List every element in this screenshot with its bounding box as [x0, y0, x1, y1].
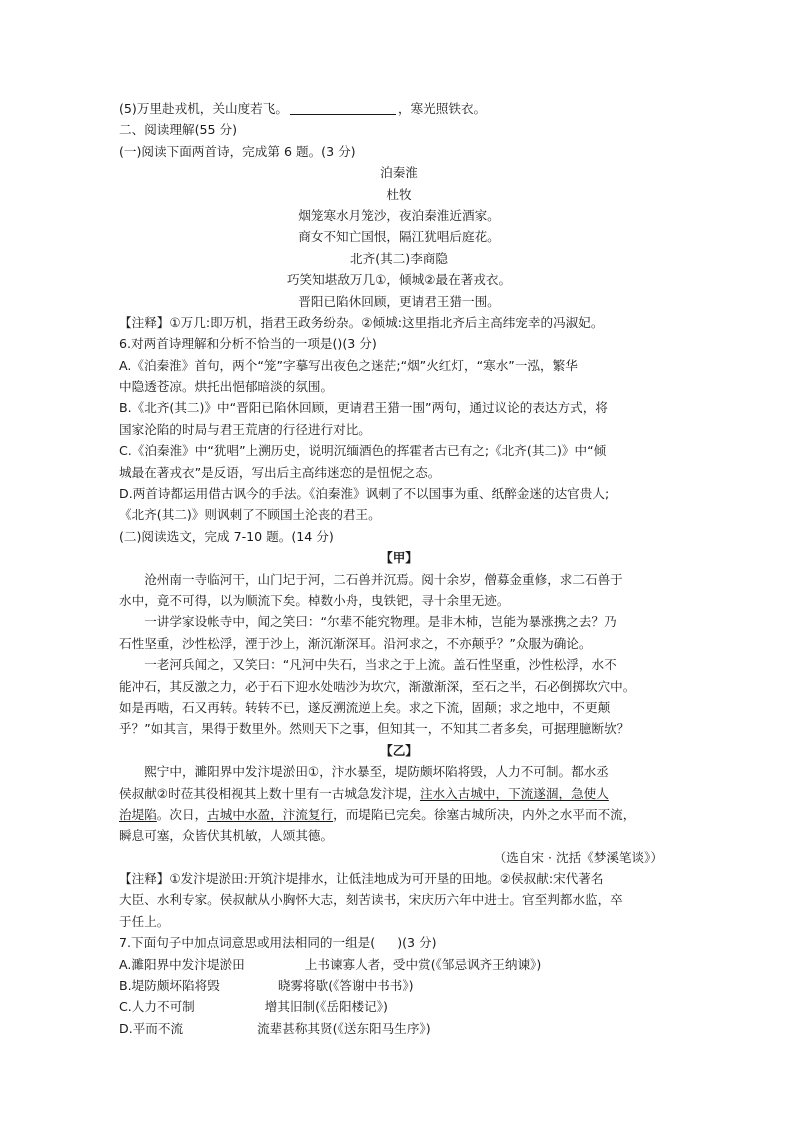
yi-paragraph-line: 熙宁中，濉阳界中发汴堤淤田①，汴水暴至，堤防颇坏陷将毁，人力不可制。都水丞	[144, 764, 609, 780]
poem-note: 【注释】①万几:即万机，指君王政务纷杂。②倾城:这里指北齐后主高纬宠幸的冯淑妃。	[119, 314, 604, 330]
q7-option-b: B.堤防颇坏陷将毁 晓雾将歇(《答谢中书书》)	[119, 978, 414, 994]
q6-option-d: D.两首诗都运用借古讽今的手法。《泊秦淮》讽刺了不以国事为重、纸醉金迷的达官贵人;	[119, 486, 610, 502]
q6-option-a: 中隐透苍凉。烘托出悒郁暗淡的氛围。	[119, 379, 334, 395]
text-note: 【注释】①发汴堤淤田:开筑汴堤排水，让低洼地成为可开垦的田地。②侯叔献:宋代著名	[119, 871, 604, 887]
q6-option-c: 城最在著戎衣”是反语，写出后主高纬迷恋的是忸怩之态。	[119, 464, 441, 480]
fill-in-blank[interactable]	[290, 100, 396, 115]
q7-stem: 7.下面句子中加点词意思或用法相同的一组是( )(3 分)	[119, 935, 437, 951]
text-yi-heading: 【乙】	[380, 742, 418, 758]
jia-paragraph-line: 能冲石，其反激之力，必于石下迎水处啮沙为坎穴，渐激渐深，至石之半，石必倒掷坎穴中。	[119, 678, 636, 694]
jia-paragraph-line: 沧州南一寺临河干，山门圮于河，二石兽并沉焉。阅十余岁，僧募金重修，求二石兽于	[144, 571, 623, 587]
part-one-heading: (一)阅读下面两首诗，完成第 6 题。(3 分)	[119, 143, 356, 159]
poem2-title: 北齐(其二)李商隐	[350, 250, 448, 266]
q5-text-end: ，寒光照铁衣。	[397, 101, 487, 116]
poem2-line: 巧笑知堪敌万几①，倾城②最在著戎衣。	[286, 272, 512, 288]
q6-option-b: B.《北齐(其二)》中“晋阳已陷休回顾，更请君王猎一围”两句，通过议论的表达方式，将	[119, 400, 608, 416]
q6-option-c: C.《泊秦淮》中“犹唱”上溯历史，说明沉缅酒色的挥霍者古已有之;《北齐(其二)》中“倾	[119, 443, 607, 459]
q6-option-b: 国家沦陷的时局与君王荒唐的行径进行对比。	[119, 421, 371, 437]
question-5	[119, 98, 679, 119]
poem2-line: 晋阳已陷休回顾，更请君王猎一围。	[298, 293, 500, 309]
text-note: 大臣、水利专家。侯叔献从小胸怀大志，刻苦读书，宋庆历六年中进士。官至判都水监，卒	[119, 892, 623, 908]
section-heading: 二、阅读理解(55 分)	[119, 122, 238, 138]
part-two-heading: (二)阅读选文，完成 7-10 题。(14 分)	[119, 528, 334, 544]
underlined-sentence: 古城中水盈，汴流复行	[207, 806, 334, 822]
underlined-sentence: 治堤陷	[119, 806, 157, 822]
q6-stem: 6.对两首诗理解和分析不恰当的一项是()(3 分)	[119, 336, 377, 352]
source-citation: （选自宋 · 沈括《梦溪笔谈》）	[493, 849, 663, 865]
poem1-line: 商女不知亡国恨，隔江犹唱后庭花。	[298, 229, 500, 245]
yi-paragraph-line: 瞬息可塞，众皆伏其机敏，人颂其德。	[119, 828, 334, 844]
q7-option-a: A.濉阳界中发汴堤淤田 上书谏寡人者，受中赏(《邹忌讽齐王纳谏》)	[119, 956, 542, 972]
poem1-line: 烟笼寒水月笼沙，夜泊秦淮近酒家。	[298, 207, 500, 223]
yi-paragraph-line: 治堤陷。次日，古城中水盈，汴流复行，而堤陷已完矣。徐塞古城所决，内外之水平而不流，	[119, 806, 636, 822]
jia-paragraph-line: 一老河兵闻之，又笑曰：“凡河中失石，当求之于上流。盖石性坚重，沙性松浮，水不	[144, 657, 617, 673]
q5-text-start: (5)万里赴戎机，关山度若飞。	[119, 101, 288, 116]
q7-option-c: C.人力不可制 增其旧制(《岳阳楼记》)	[119, 999, 388, 1015]
jia-paragraph-line: 如是再啮，石又再转。转转不已，遂反溯流逆上矣。求之下流，固颠；求之地中，不更颠	[119, 699, 611, 715]
document-page	[119, 98, 679, 1039]
q6-option-a: A.《泊秦淮》首句，两个“笼”字摹写出夜色之迷茫;“烟”火红灯，“寒水”一泓，繁华	[119, 357, 578, 373]
jia-paragraph-line: 一讲学家设帐寺中，闻之笑曰：“尔辈不能究物理。是非木杮，岂能为暴涨携之去？乃	[144, 614, 617, 630]
underlined-sentence: 注水入古城中，下流遂涸，急使人	[419, 785, 609, 801]
jia-paragraph-line: 石性坚重，沙性松浮，湮于沙上，渐沉渐深耳。沿河求之，不亦颠乎？”众服为确论。	[119, 635, 592, 651]
jia-paragraph-line: 水中，竟不可得，以为顺流下矣。棹数小舟，曳铁钯，寻十余里无迹。	[119, 592, 510, 608]
poem1-author: 杜牧	[386, 186, 412, 202]
q7-option-d: D.平而不流 流辈甚称其贤(《送东阳马生序》)	[119, 1020, 431, 1036]
q6-option-d: 《北齐(其二)》则讽刺了不顾国土沦丧的君王。	[119, 507, 381, 523]
text-note: 于任上。	[119, 913, 170, 929]
text-jia-heading: 【甲】	[380, 550, 418, 566]
jia-paragraph-line: 乎？”如其言，果得于数里外。然则天下之事，但知其一，不知其二者多矣，可据理臆断欤？	[119, 721, 630, 737]
yi-paragraph-line: 侯叔献②时莅其役相视其上数十里有一古城急发汴堤，注水入古城中，下流遂涸，急使人	[119, 785, 609, 801]
poem1-title: 泊秦淮	[380, 165, 418, 181]
